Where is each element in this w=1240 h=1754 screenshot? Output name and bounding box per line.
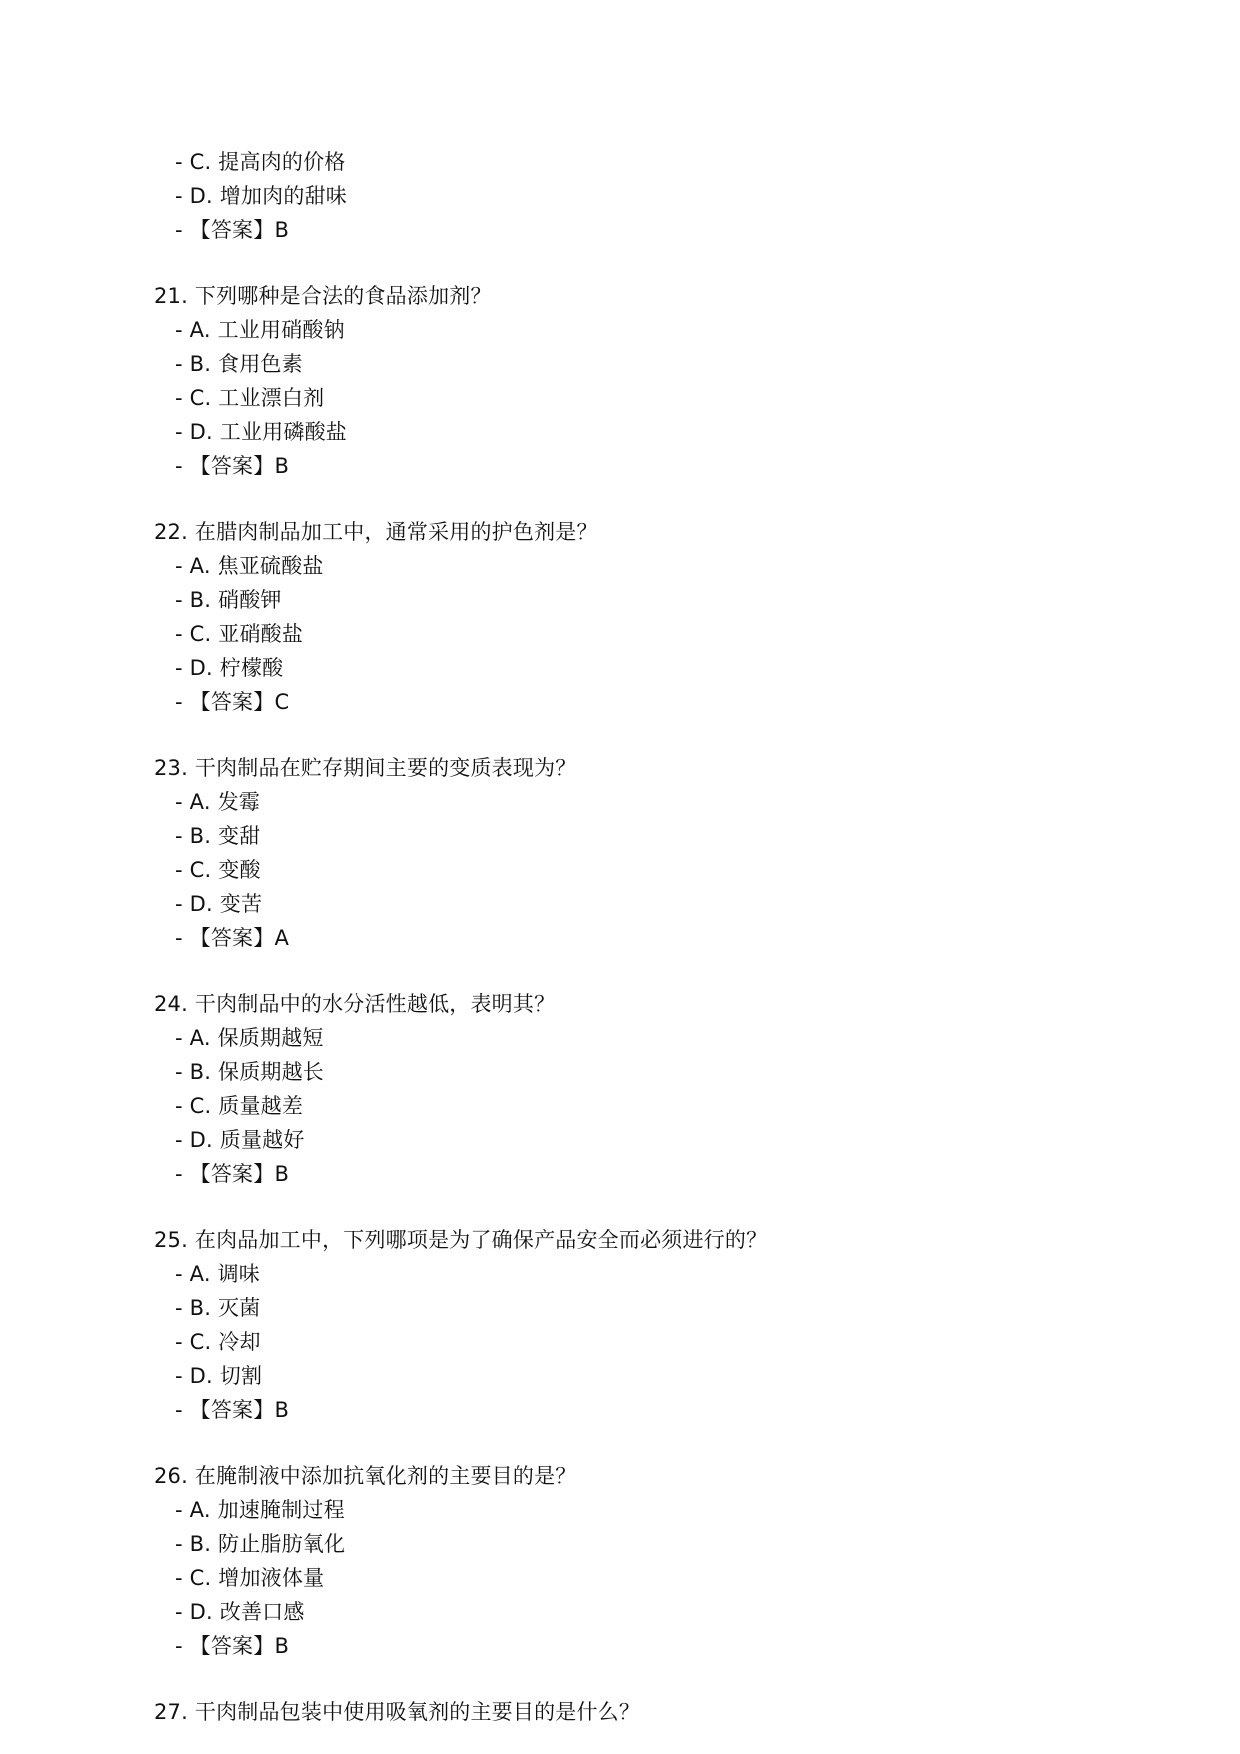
option-line: - A. 保质期越短	[175, 1026, 324, 1050]
answer-line: - 【答案】B	[175, 218, 290, 242]
option-line: - D. 质量越好	[175, 1128, 305, 1152]
answer-line: - 【答案】B	[175, 1398, 290, 1422]
question-text: 25. 在肉品加工中，下列哪项是为了确保产品安全而必须进行的？	[154, 1228, 768, 1252]
option-line: - A. 加速腌制过程	[175, 1498, 345, 1522]
answer-line: - 【答案】A	[175, 926, 290, 950]
option-line: - C. 质量越差	[175, 1094, 304, 1118]
option-line: - B. 防止脂肪氧化	[175, 1532, 346, 1556]
option-line: - B. 变甜	[175, 824, 261, 848]
option-line: - A. 发霉	[175, 790, 260, 814]
question-text: 27. 干肉制品包装中使用吸氧剂的主要目的是什么？	[154, 1700, 641, 1724]
option-line: - D. 柠檬酸	[175, 656, 284, 680]
option-line: - C. 变酸	[175, 858, 261, 882]
question-text: 21. 下列哪种是合法的食品添加剂？	[154, 284, 492, 308]
option-line: - C. 增加液体量	[175, 1566, 325, 1590]
question-text: 26. 在腌制液中添加抗氧化剂的主要目的是？	[154, 1464, 577, 1488]
option-line: - D. 改善口感	[175, 1600, 305, 1624]
answer-line: - 【答案】B	[175, 1634, 290, 1658]
option-line: - D. 变苦	[175, 892, 263, 916]
option-line: - B. 食用色素	[175, 352, 303, 376]
option-line: - A. 调味	[175, 1262, 260, 1286]
option-line: - C. 冷却	[175, 1330, 261, 1354]
option-line: - D. 切割	[175, 1364, 263, 1388]
option-line: - A. 焦亚硫酸盐	[175, 554, 324, 578]
option-line: - A. 工业用硝酸钠	[175, 318, 345, 342]
option-line: - C. 工业漂白剂	[175, 386, 325, 410]
option-line: - D. 工业用磷酸盐	[175, 420, 347, 444]
question-text: 22. 在腊肉制品加工中，通常采用的护色剂是？	[154, 520, 598, 544]
option-line: - C. 提高肉的价格	[175, 150, 346, 174]
answer-line: - 【答案】C	[175, 690, 290, 714]
option-line: - B. 硝酸钾	[175, 588, 282, 612]
option-line: - C. 亚硝酸盐	[175, 622, 304, 646]
option-line: - B. 保质期越长	[175, 1060, 325, 1084]
option-line: - D. 增加肉的甜味	[175, 184, 347, 208]
question-text: 24. 干肉制品中的水分活性越低，表明其？	[154, 992, 556, 1016]
answer-line: - 【答案】B	[175, 454, 290, 478]
option-line: - B. 灭菌	[175, 1296, 261, 1320]
answer-line: - 【答案】B	[175, 1162, 290, 1186]
question-text: 23. 干肉制品在贮存期间主要的变质表现为？	[154, 756, 577, 780]
